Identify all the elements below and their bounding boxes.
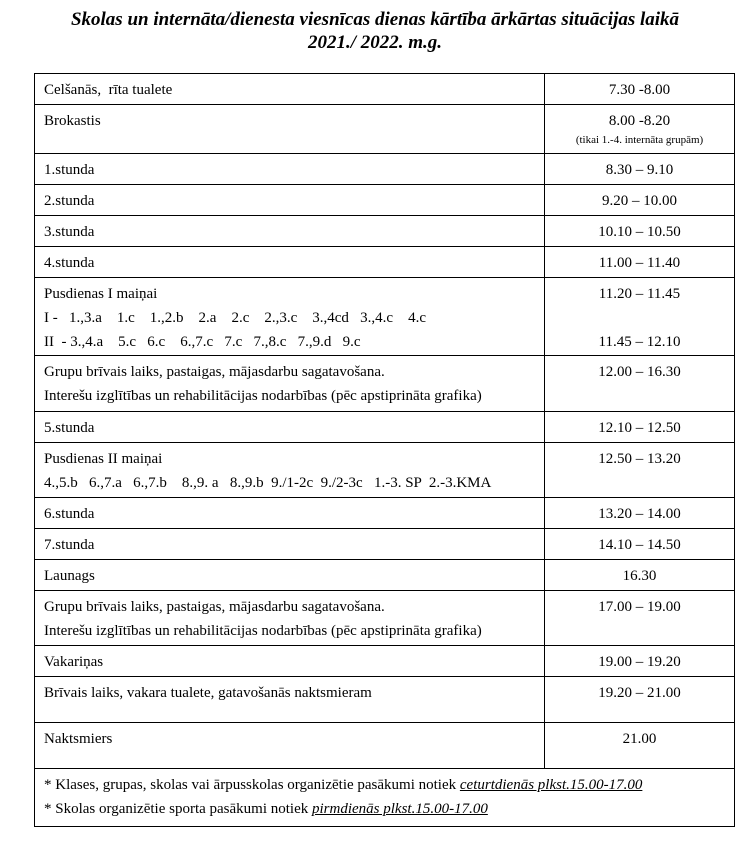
time-cell (545, 105, 735, 154)
activity-cell (35, 498, 545, 529)
activity-cell (35, 278, 545, 356)
activity-text: Naktsmiers (44, 731, 113, 747)
footnote-emphasis: pirmdienās plkst.15.00-17.00 (312, 801, 488, 817)
activity-text: 4.,5.b 6.,7.a 6.,7.b 8.,9. a 8.,9.b 9./1-2c 9./2-3c 1.-3. SP 2.-3.KMA (44, 475, 492, 491)
activity-cell (35, 247, 545, 278)
schedule-row (35, 591, 735, 646)
time-text: 11.45 – 12.10 (598, 334, 681, 350)
time-note: (tikai 1.-4. internāta grupām) (575, 134, 704, 146)
activity-text: Launags (44, 568, 95, 584)
time-text: 12.50 – 13.20 (598, 451, 681, 467)
notes-row (35, 769, 735, 827)
activity-text: I - 1.,3.a 1.c 1.,2.b 2.a 2.c 2.,3.c 3.,4cd 3.,4.c 4.c (44, 310, 427, 326)
schedule-row (35, 216, 735, 247)
activity-text: Grupu brīvais laiks, pastaigas, mājasdarbu sagatavošana. (44, 599, 385, 615)
time-text: 8.00 -8.20 (608, 113, 671, 129)
activity-text: 7.stunda (44, 537, 95, 553)
time-text: 19.20 – 21.00 (598, 685, 681, 701)
schedule-row (35, 677, 735, 723)
schedule-row (35, 443, 735, 498)
activity-cell (35, 529, 545, 560)
activity-text: Pusdienas II maiņai (44, 451, 163, 467)
title-line-2: 2021./ 2022. m.g. (307, 32, 443, 53)
activity-cell (35, 105, 545, 154)
time-text: 21.00 (622, 731, 657, 747)
schedule-table (34, 73, 735, 827)
schedule-row (35, 529, 735, 560)
schedule-row (35, 247, 735, 278)
time-cell (545, 412, 735, 443)
activity-text: Pusdienas I maiņai (44, 286, 158, 302)
activity-cell (35, 412, 545, 443)
schedule-row (35, 560, 735, 591)
document-title (0, 8, 750, 54)
footnote-text: * Skolas organizētie sporta pasākumi notiek (44, 801, 313, 817)
notes-cell (35, 769, 735, 827)
time-cell (545, 216, 735, 247)
time-cell (545, 185, 735, 216)
time-text: 16.30 (622, 568, 657, 584)
time-text: 12.10 – 12.50 (598, 420, 681, 436)
time-cell (545, 278, 735, 356)
time-text: 12.00 – 16.30 (598, 364, 681, 380)
activity-text: 1.stunda (44, 162, 95, 178)
time-text: 9.20 – 10.00 (602, 193, 677, 209)
time-text: 13.20 – 14.00 (598, 506, 681, 522)
time-cell (545, 560, 735, 591)
time-text: 11.20 – 11.45 (598, 286, 681, 302)
time-cell (545, 154, 735, 185)
activity-text: 2.stunda (44, 193, 95, 209)
activity-cell (35, 677, 545, 723)
activity-cell (35, 646, 545, 677)
time-text: 17.00 – 19.00 (598, 599, 681, 615)
footnote (44, 773, 734, 797)
activity-text: Brokastis (44, 113, 101, 129)
footnote-text: * Klases, grupas, skolas vai ārpusskolas organizētie pasākumi notiek (44, 777, 460, 793)
activity-text: 4.stunda (44, 255, 95, 271)
time-text: 19.00 – 19.20 (598, 654, 681, 670)
activity-text: Brīvais laiks, vakara tualete, gatavošanās naktsmieram (44, 685, 372, 701)
schedule-row (35, 412, 735, 443)
schedule-row (35, 356, 735, 412)
time-cell (545, 498, 735, 529)
activity-cell (35, 560, 545, 591)
time-cell (545, 247, 735, 278)
activity-cell (35, 356, 545, 412)
activity-cell (35, 216, 545, 247)
time-cell (545, 356, 735, 412)
schedule-row (35, 646, 735, 677)
schedule-row (35, 185, 735, 216)
time-cell (545, 529, 735, 560)
time-cell (545, 591, 735, 646)
time-text: 8.30 – 9.10 (605, 162, 674, 178)
schedule-row (35, 74, 735, 105)
activity-text: Vakariņas (44, 654, 104, 670)
activity-text: Interešu izglītības un rehabilitācijas nodarbības (pēc apstiprināta grafika) (44, 623, 482, 639)
schedule-row (35, 498, 735, 529)
time-cell (545, 723, 735, 769)
title-line-1: Skolas un internāta/dienesta viesnīcas dienas kārtība ārkārtas situācijas laikā (70, 9, 680, 30)
activity-cell (35, 443, 545, 498)
activity-text: Celšanās, rīta tualete (44, 82, 173, 98)
schedule-row (35, 278, 735, 356)
activity-cell (35, 723, 545, 769)
activity-text: Grupu brīvais laiks, pastaigas, mājasdarbu sagatavošana. (44, 364, 385, 380)
activity-text: II - 3.,4.a 5.c 6.c 6.,7.c 7.c 7.,8.c 7.,9.d 9.c (44, 334, 361, 350)
activity-cell (35, 591, 545, 646)
schedule-row (35, 723, 735, 769)
time-text: 10.10 – 10.50 (598, 224, 681, 240)
time-text: 14.10 – 14.50 (598, 537, 681, 553)
time-text (545, 306, 734, 330)
activity-cell (35, 154, 545, 185)
footnote-emphasis: ceturtdienās plkst.15.00-17.00 (459, 777, 643, 793)
time-cell (545, 646, 735, 677)
schedule-row (35, 105, 735, 154)
footnote (44, 797, 734, 821)
time-cell (545, 74, 735, 105)
activity-cell (35, 185, 545, 216)
time-cell (545, 443, 735, 498)
time-text: 11.00 – 11.40 (598, 255, 681, 271)
schedule-row (35, 154, 735, 185)
activity-cell (35, 74, 545, 105)
activity-text: Interešu izglītības un rehabilitācijas nodarbības (pēc apstiprināta grafika) (44, 388, 482, 404)
time-text: 7.30 -8.00 (608, 82, 671, 98)
activity-text: 6.stunda (44, 506, 95, 522)
activity-text: 3.stunda (44, 224, 95, 240)
time-cell (545, 677, 735, 723)
activity-text: 5.stunda (44, 420, 95, 436)
